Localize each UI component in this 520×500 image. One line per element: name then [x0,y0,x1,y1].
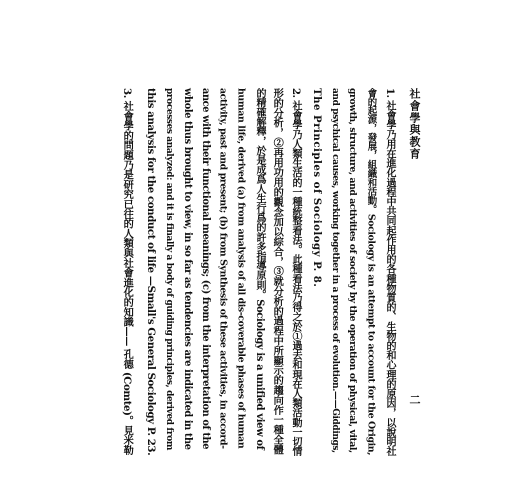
text-column: human life, derived (a) from analysis of all dis-coverable phases of human [235,88,247,449]
text-column: whole thus brought to view, in so far as tendencies are indicated in the [181,88,193,450]
text-column: ance with their functional meanings; (c) from the interpretation of the [199,88,211,450]
text-column: this analysis for the conduct of life —Small's General Sociology P. 23. [145,88,158,456]
page-number: 二 [408,394,421,406]
text-column: 1. 社會學乃用在進化過程中共同起作用的各種物質的、生物的和心理的原因，以說明社 [384,88,395,456]
text-column: 3. 社會學的問題乃是研究已往的人類與社會進化的知識—— 孔德 (Comte)。見米勒 [121,88,134,455]
text-column: growth, structure, and activities of society by the operation of physical, vital, [347,88,359,453]
text-column: 形的分析，②再用功用的觀念加以綜合，③就分析的過程中所顯示的趨向作一種全體 [271,88,284,455]
text-column: 會的起源，發展，組織和活動。Sociology is an attempt to account for the Origin, [365,88,377,456]
text-column: processes analyzed: and it is finally a body of guiding principles, derived from [164,88,174,450]
text-column: and psychical causes, working together in a process of evolution.——Giddings, [330,88,340,453]
text-column: activity, past and present; (b) from Synthesis of these activities, in accord- [217,88,229,449]
text-column: 2. 社會學乃人類生活的一種統整看法。此種看法乃得之於①過去和現在人類活動一切情 [290,88,301,456]
text-column: 的精確解釋，於是成爲人生行爲的許多指導原則。Sociology is a unified view of [254,88,265,450]
text-column: The Principles of Sociology P. 8. [311,88,324,288]
running-header: 社會學與教育 [408,88,421,160]
